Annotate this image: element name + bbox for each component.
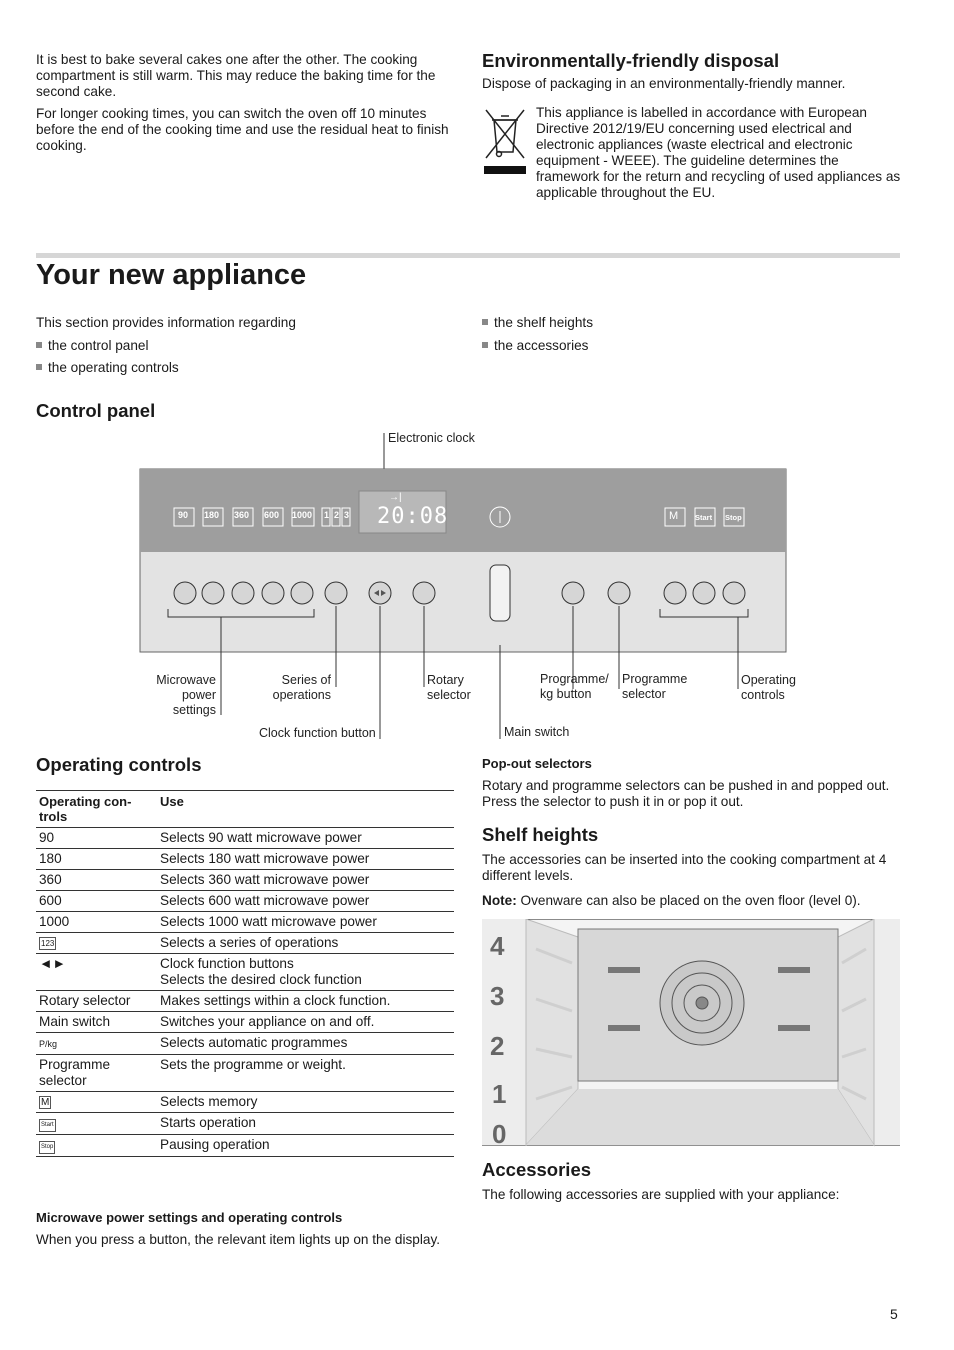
label-programme-kg: Programme/ kg button — [540, 672, 609, 701]
bullet-marker — [36, 342, 42, 348]
memory-icon: M — [41, 1097, 50, 1108]
bullet-text: the operating controls — [48, 360, 179, 375]
series-2[interactable]: 2 — [334, 510, 340, 520]
shelf-level-1: 1 — [492, 1079, 507, 1109]
table-row — [36, 991, 454, 1012]
series-icon: 123 — [41, 939, 55, 948]
control-cell: 360 — [36, 870, 157, 891]
disposal-section — [482, 50, 902, 92]
control-cell: ◄► — [36, 954, 157, 991]
control-cell — [36, 1092, 157, 1113]
stop-button[interactable]: Stop — [725, 513, 742, 522]
control-cell — [36, 1033, 157, 1055]
bullet-operating-controls — [36, 360, 179, 376]
intro-paragraph-1: It is best to bake several cakes one after the other. The cooking compartment is still warm. This may reduce the baking time for the second cake. — [36, 52, 436, 99]
label-clock-function: Clock function button — [259, 726, 376, 740]
bullet-marker — [482, 319, 488, 325]
control-cell: 90 — [36, 828, 157, 849]
control-cell: 1000 — [36, 912, 157, 933]
use-cell: Starts operation — [157, 1113, 454, 1135]
weee-bin-icon — [482, 106, 528, 176]
bullet-text: the shelf heights — [494, 315, 593, 330]
table-row — [36, 891, 454, 912]
shelf-text: The accessories can be inserted into the cooking compartment at 4 different levels. — [482, 852, 887, 883]
table-row — [36, 828, 454, 849]
table-row — [36, 849, 454, 870]
bullet-shelf-heights — [482, 315, 593, 331]
column-header-use: Use — [157, 791, 454, 828]
bullet-text: the accessories — [494, 338, 589, 353]
clock-display: 20:08 — [377, 504, 449, 529]
control-cell: 180 — [36, 849, 157, 870]
column-header-control: Operating con-trols — [36, 791, 157, 828]
use-line-2: Selects the desired clock function — [160, 972, 362, 987]
use-cell — [157, 954, 454, 991]
table-row — [36, 912, 454, 933]
button-90[interactable]: 90 — [178, 510, 189, 520]
disposal-intro: Dispose of packaging in an environmentally-friendly manner. — [482, 76, 846, 91]
memory-button[interactable]: M — [669, 510, 679, 522]
table-row — [36, 1012, 454, 1033]
shelf-level-0: 0 — [492, 1119, 507, 1147]
microwave-subtext: When you press a button, the relevant item lights up on the display. — [36, 1232, 441, 1247]
operating-controls-table — [36, 790, 454, 1157]
series-3[interactable]: 3 — [344, 510, 350, 520]
table-row — [36, 1033, 454, 1055]
label-microwave-power: Microwave power settings — [156, 673, 216, 717]
shelf-level-2: 2 — [490, 1031, 505, 1061]
use-cell: Selects 90 watt microwave power — [157, 828, 454, 849]
use-cell: Selects memory — [157, 1092, 454, 1113]
control-cell — [36, 1135, 157, 1157]
operating-controls-heading: Operating controls — [36, 754, 202, 775]
use-cell: Selects 600 watt microwave power — [157, 891, 454, 912]
label-electronic-clock: Electronic clock — [388, 431, 475, 445]
series-1[interactable]: 1 — [324, 510, 330, 520]
bullet-accessories — [482, 338, 588, 354]
use-cell: Makes settings within a clock function. — [157, 991, 454, 1012]
shelf-heading: Shelf heights — [482, 824, 599, 845]
use-cell: Selects a series of operations — [157, 933, 454, 954]
microwave-subheading: Microwave power settings and operating controls — [36, 1210, 343, 1225]
button-1000[interactable]: 1000 — [292, 510, 313, 520]
control-cell — [36, 1113, 157, 1135]
intro-left — [36, 52, 456, 154]
table-row — [36, 1113, 454, 1135]
note-label: Note: — [482, 893, 517, 908]
note-text: Ovenware can also be placed on the oven floor (level 0). — [520, 893, 861, 908]
use-cell: Selects 360 watt microwave power — [157, 870, 454, 891]
shelf-note — [482, 893, 902, 909]
bullet-marker — [482, 342, 488, 348]
oven-interior-illustration — [482, 919, 900, 1147]
label-rotary-selector: Rotary selector — [427, 673, 471, 702]
page-number: 5 — [890, 1306, 898, 1322]
control-cell: Main switch — [36, 1012, 157, 1033]
label-operating-controls: Operating controls — [741, 673, 796, 702]
programme-kg-icon: P/kg — [39, 1039, 58, 1049]
popout-heading: Pop-out selectors — [482, 756, 592, 771]
table-row — [36, 870, 454, 891]
clock-symbol: →| — [389, 492, 402, 503]
accessories-text: The following accessories are supplied with your appliance: — [482, 1187, 840, 1202]
control-cell — [36, 933, 157, 954]
start-icon: Start — [39, 1119, 56, 1132]
button-600[interactable]: 600 — [264, 510, 280, 520]
label-programme-selector: Programme selector — [622, 672, 688, 701]
control-cell: 600 — [36, 891, 157, 912]
use-line-1: Clock function buttons — [160, 956, 294, 971]
shelf-level-3: 3 — [490, 981, 505, 1011]
disposal-heading: Environmentally-friendly disposal — [482, 50, 780, 71]
section-intro: This section provides information regarding — [36, 315, 296, 330]
button-180[interactable]: 180 — [204, 510, 220, 520]
table-row — [36, 933, 454, 954]
use-cell: Selects automatic programmes — [157, 1033, 454, 1055]
start-button[interactable]: Start — [695, 513, 713, 522]
popout-text: Rotary and programme selectors can be pushed in and popped out. Press the selector to push it in or pop it out. — [482, 778, 890, 809]
table-header — [36, 791, 454, 828]
shelf-level-4: 4 — [490, 931, 505, 961]
table-row — [36, 1135, 454, 1157]
use-cell: Selects 180 watt microwave power — [157, 849, 454, 870]
label-main-switch: Main switch — [504, 725, 570, 739]
intro-paragraph-2: For longer cooking times, you can switch the oven off 10 minutes before the end of the cooking time and use the residual heat to finish cooking. — [36, 106, 449, 153]
use-cell: Sets the programme or weight. — [157, 1055, 454, 1092]
use-cell: Pausing operation — [157, 1135, 454, 1157]
control-cell: Programme selector — [36, 1055, 157, 1092]
weee-text: This appliance is labelled in accordance with European Directive 2012/19/EU concerning used electrical and electronic appliances (waste electrical and electronic equipment - WEEE). The guideline determines the framework for the return and recycling of used appliances as applicable throughout the EU. — [536, 105, 901, 200]
table-row — [36, 954, 454, 991]
page-title: Your new appliance — [36, 259, 307, 291]
bullet-marker — [36, 364, 42, 370]
bullet-text: the control panel — [48, 338, 149, 353]
table-row — [36, 1092, 454, 1113]
accessories-heading: Accessories — [482, 1159, 592, 1180]
control-cell: Rotary selector — [36, 991, 157, 1012]
stop-icon: Stop — [39, 1141, 55, 1154]
use-cell: Switches your appliance on and off. — [157, 1012, 454, 1033]
use-cell: Selects 1000 watt microwave power — [157, 912, 454, 933]
table-row — [36, 1055, 454, 1092]
button-360[interactable]: 360 — [234, 510, 250, 520]
control-panel-heading: Control panel — [36, 400, 156, 421]
section-divider — [36, 253, 900, 258]
label-series: Series of operations — [272, 673, 331, 702]
bullet-control-panel — [36, 338, 149, 354]
